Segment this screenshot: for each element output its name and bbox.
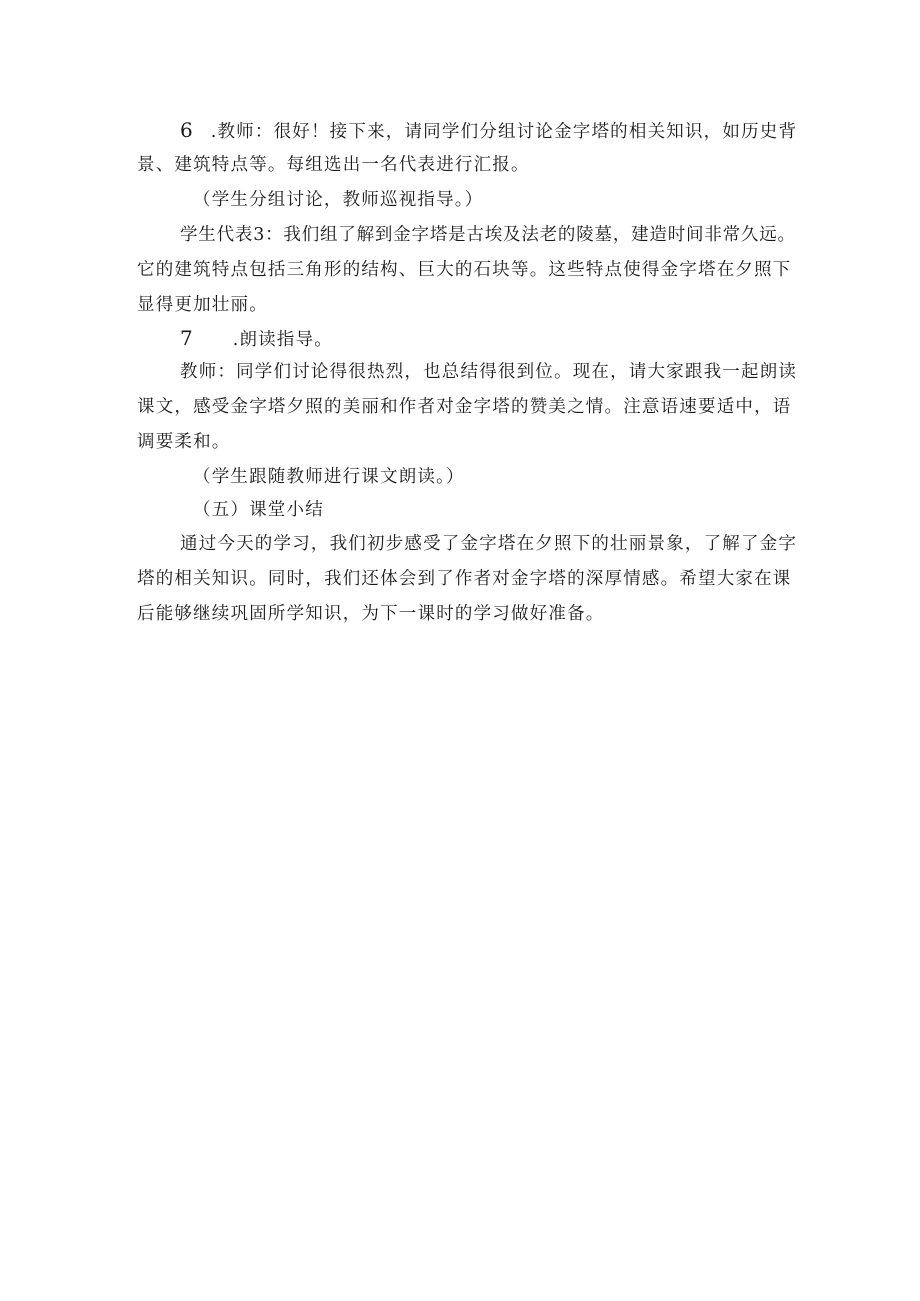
item-6-line-2: 景、建筑特点等。每组选出一名代表进行汇报。 xyxy=(137,155,530,175)
note-group-discussion: （学生分组讨论，教师巡视指导。） xyxy=(193,190,484,210)
item-7-line xyxy=(180,328,333,350)
student-rep-line-2: 它的建筑特点包括三角形的结构、巨大的石块等。这些特点使得金字塔在夕照下 xyxy=(137,260,792,280)
student-rep-line-3: 显得更加壮丽。 xyxy=(137,295,268,315)
item-6-number: 6 xyxy=(180,118,194,142)
teacher-reading-line-2: 课文，感受金字塔夕照的美丽和作者对金字塔的赞美之情。注意语速要适中，语 xyxy=(137,397,792,417)
section-five-heading: （五）课堂小结 xyxy=(193,500,324,520)
summary-line-2: 塔的相关知识。同时，我们还体会到了作者对金字塔的深厚情感。希望大家在课 xyxy=(137,569,792,589)
teacher-reading-line-1: 教师：同学们讨论得很热烈，也总结得很到位。现在，请大家跟我一起朗读 xyxy=(180,362,798,382)
teacher-reading-line-3: 调要柔和。 xyxy=(137,432,231,452)
item-7-label: .朗读指导。 xyxy=(232,330,333,350)
item-6-line-1 xyxy=(180,120,797,142)
summary-line-3: 后能够继续巩固所学知识，为下一课时的学习做好准备。 xyxy=(137,604,605,624)
summary-line-1: 通过今天的学习，我们初步感受了金字塔在夕照下的壮丽景象，了解了金字 xyxy=(180,534,798,554)
student-rep-line-1: 学生代表3：我们组了解到金字塔是古埃及法老的陵墓，建造时间非常久远。 xyxy=(180,225,796,245)
item-7-number: 7 xyxy=(180,326,194,350)
item-6-text: .教师：很好！接下来，请同学们分组讨论金字塔的相关知识，如历史背 xyxy=(210,122,798,142)
note-reading: （学生跟随教师进行课文朗读。） xyxy=(193,467,465,487)
